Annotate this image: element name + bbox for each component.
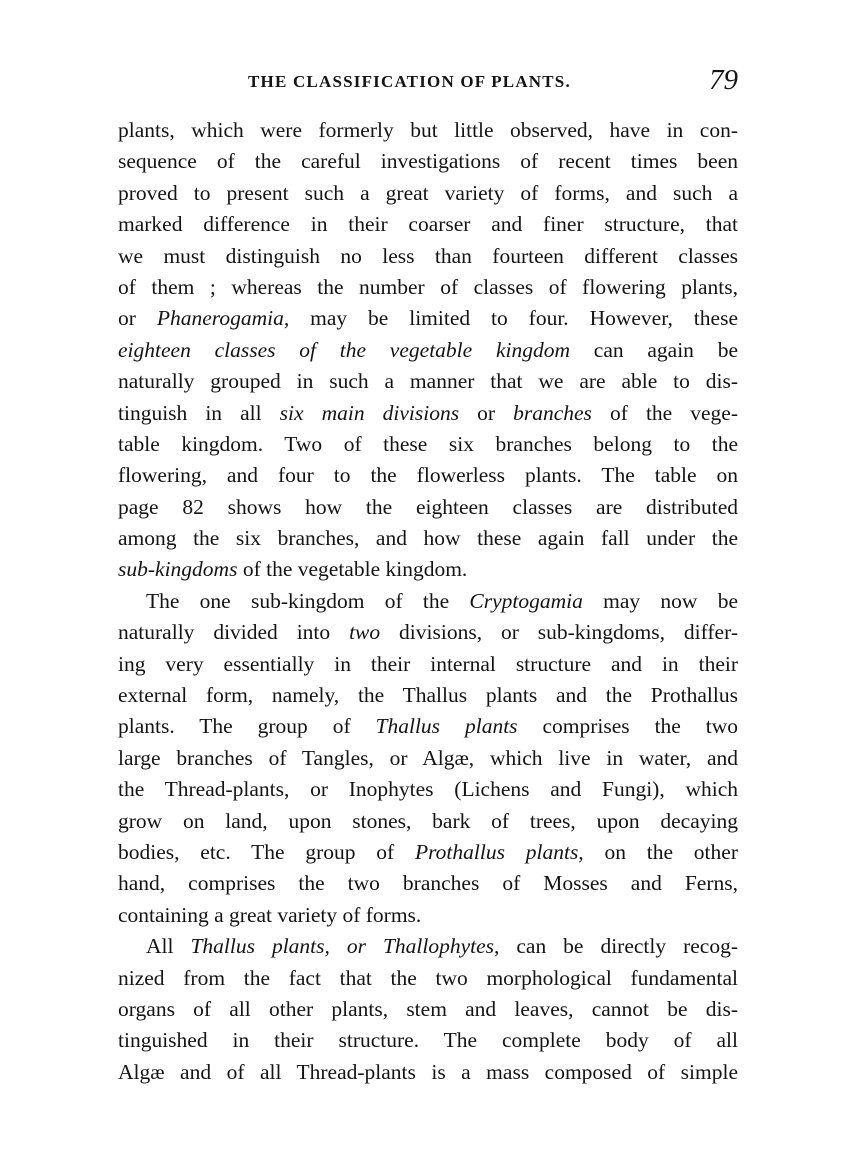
text-run: Algæ and of all Thread-plants is a mass composed of simple bbox=[118, 1059, 738, 1084]
text-line bbox=[118, 963, 738, 994]
text-run: The one sub-kingdom of the bbox=[146, 588, 470, 613]
text-line bbox=[118, 460, 738, 491]
text-line bbox=[118, 492, 738, 523]
text-run: hand, comprises the two branches of Mosses and Ferns, bbox=[118, 871, 738, 896]
text-line bbox=[118, 115, 738, 146]
text-run: of the vegetable kingdom. bbox=[237, 557, 468, 582]
text-run: proved to present such a great variety of forms, and such a bbox=[118, 180, 738, 205]
text-run: flowering, and four to the flowerless plants. The table on bbox=[118, 463, 738, 488]
text-line bbox=[118, 680, 738, 711]
text-run: or bbox=[459, 400, 514, 425]
italic-term: two bbox=[349, 620, 381, 645]
text-run: the Thread-plants, or Inophytes (Lichens and Fungi), which bbox=[118, 777, 738, 802]
text-run: on the other bbox=[583, 839, 738, 864]
text-run: sequence of the careful investigations of recent times been bbox=[118, 149, 738, 174]
page-number: 79 bbox=[709, 64, 738, 96]
paragraph bbox=[118, 115, 738, 586]
text-run: may be limited to four. However, these bbox=[289, 306, 738, 331]
text-line bbox=[118, 523, 738, 554]
text-run: of the vege- bbox=[591, 400, 739, 425]
text-run: comprises the two bbox=[517, 714, 738, 739]
italic-term: Thallus plants bbox=[375, 714, 518, 739]
text-line bbox=[118, 774, 738, 805]
text-line bbox=[118, 178, 738, 209]
body-text bbox=[118, 115, 738, 1088]
text-line bbox=[118, 837, 738, 868]
text-run: plants. The group of bbox=[118, 714, 376, 739]
text-line bbox=[118, 366, 738, 397]
text-run: naturally grouped in such a manner that we are able to dis- bbox=[118, 369, 738, 394]
text-line bbox=[118, 900, 738, 931]
text-line bbox=[118, 272, 738, 303]
text-line bbox=[118, 931, 738, 962]
paragraph bbox=[118, 931, 738, 1088]
running-head: THE CLASSIFICATION OF PLANTS. bbox=[248, 72, 571, 91]
page-header bbox=[118, 64, 738, 104]
text-run: organs of all other plants, stem and leaves, cannot be dis- bbox=[118, 996, 738, 1021]
text-line bbox=[118, 554, 738, 585]
text-run: among the six branches, and how these again fall under the bbox=[118, 526, 738, 551]
italic-term: sub-kingdoms bbox=[118, 557, 238, 582]
text-line bbox=[118, 806, 738, 837]
text-line bbox=[118, 335, 738, 366]
text-line bbox=[118, 868, 738, 899]
text-line bbox=[118, 617, 738, 648]
text-run: tinguished in their structure. The complete body of all bbox=[118, 1028, 738, 1053]
italic-term: Cryptogamia bbox=[469, 588, 583, 613]
text-line bbox=[118, 398, 738, 429]
text-run: grow on land, upon stones, bark of trees, upon decaying bbox=[118, 808, 738, 833]
italic-term: Prothallus plants, bbox=[414, 839, 584, 864]
text-line bbox=[118, 743, 738, 774]
text-run: containing a great variety of forms. bbox=[118, 902, 422, 927]
text-line bbox=[118, 1025, 738, 1056]
text-run: page 82 shows how the eighteen classes are distributed bbox=[118, 494, 738, 519]
text-line bbox=[118, 1057, 738, 1088]
text-run: divisions, or sub-kingdoms, differ- bbox=[380, 620, 738, 645]
text-run: bodies, etc. The group of bbox=[118, 839, 415, 864]
text-line bbox=[118, 649, 738, 680]
text-run: or bbox=[118, 306, 157, 331]
text-run: can again be bbox=[570, 337, 739, 362]
italic-term: Phanerogamia, bbox=[156, 306, 290, 331]
text-line bbox=[118, 429, 738, 460]
text-run: ing very essentially in their internal structure and in their bbox=[118, 651, 738, 676]
text-line bbox=[118, 209, 738, 240]
paragraph bbox=[118, 586, 738, 931]
text-run: plants, which were formerly but little observed, have in con- bbox=[118, 118, 738, 142]
text-line bbox=[118, 303, 738, 334]
text-line bbox=[118, 711, 738, 742]
text-run: marked difference in their coarser and finer structure, that bbox=[118, 212, 738, 237]
text-run: table kingdom. Two of these six branches belong to the bbox=[118, 431, 738, 456]
text-line bbox=[118, 994, 738, 1025]
text-run: may now be bbox=[582, 588, 738, 613]
text-run: All bbox=[146, 934, 191, 959]
italic-term: six main divisions bbox=[279, 400, 460, 425]
text-run: of them ; whereas the number of classes of flowering plants, bbox=[118, 274, 738, 299]
text-run: nized from the fact that the two morphological fundamental bbox=[118, 965, 738, 990]
text-run: naturally divided into bbox=[118, 620, 350, 645]
text-run: external form, namely, the Thallus plants and the Prothallus bbox=[118, 683, 738, 708]
text-line bbox=[118, 586, 738, 617]
text-run: we must distinguish no less than fourteen different classes bbox=[118, 243, 738, 268]
text-run: can be directly recog- bbox=[499, 934, 738, 959]
text-run: large branches of Tangles, or Algæ, which live in water, and bbox=[118, 745, 738, 770]
text-run: tinguish in all bbox=[118, 400, 280, 425]
italic-term: branches bbox=[513, 400, 592, 425]
italic-term: Thallus plants, or Thallophytes, bbox=[190, 934, 500, 959]
italic-term: eighteen classes of the vegetable kingdom bbox=[118, 337, 570, 362]
text-line bbox=[118, 241, 738, 272]
text-line bbox=[118, 146, 738, 177]
